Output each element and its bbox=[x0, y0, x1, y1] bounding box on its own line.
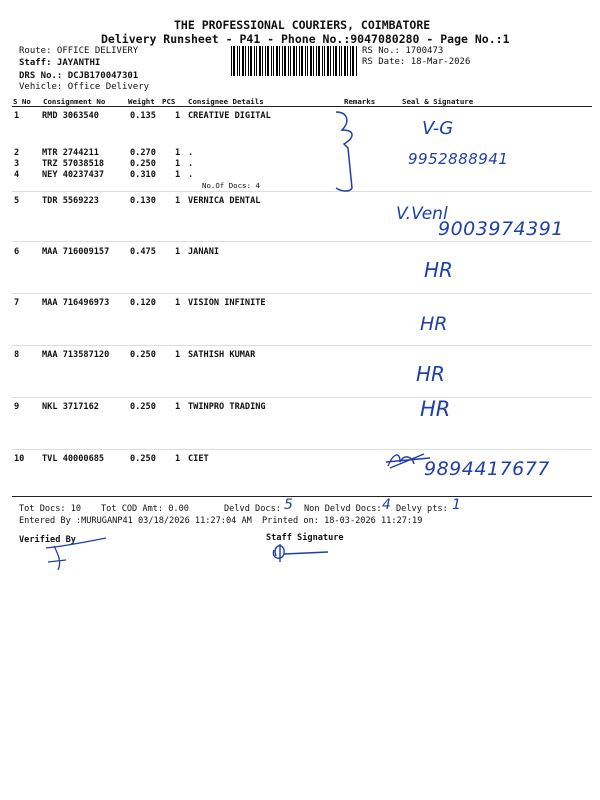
barcode-bar bbox=[305, 46, 306, 76]
footer-rule bbox=[12, 496, 592, 497]
barcode-bar bbox=[237, 46, 238, 76]
rs-date: RS Date: 18-Mar-2026 bbox=[362, 57, 471, 67]
barcode-bar bbox=[282, 46, 283, 76]
barcode-bar bbox=[307, 46, 308, 76]
barcode-bar bbox=[335, 46, 337, 76]
barcode-bar bbox=[313, 46, 314, 76]
entered-by: Entered By :MURUGANP41 03/18/2026 11:27:04 AM bbox=[19, 516, 252, 526]
phone-row5: 9003974391 bbox=[438, 218, 564, 240]
barcode-bar bbox=[330, 46, 331, 76]
barcode-bar bbox=[296, 46, 297, 76]
signature-row5: V.Venl bbox=[396, 204, 448, 224]
barcode-bar bbox=[265, 46, 266, 76]
vehicle: Vehicle: Office Delivery bbox=[19, 82, 150, 92]
col-remarks: Remarks bbox=[344, 97, 376, 106]
barcode-bar bbox=[290, 46, 291, 76]
barcode-bar bbox=[262, 46, 263, 76]
col-consignee: Consignee Details bbox=[188, 97, 264, 106]
drs-number: DRS No.: DCJB170047301 bbox=[19, 71, 139, 81]
group-note: No.Of Docs: 4 bbox=[202, 181, 260, 190]
barcode-bar bbox=[279, 46, 280, 76]
barcode-bar bbox=[316, 46, 317, 76]
col-sno: S No bbox=[13, 97, 31, 106]
col-seal: Seal & Signature bbox=[402, 97, 474, 106]
verified-signature bbox=[36, 536, 116, 576]
barcode-bar bbox=[248, 46, 249, 76]
barcode-bar bbox=[250, 46, 252, 76]
barcode-bar bbox=[293, 46, 295, 76]
barcode-bar bbox=[301, 46, 303, 76]
delivered-docs-label: Delvd Docs: bbox=[224, 504, 281, 514]
barcode-bar bbox=[256, 46, 257, 76]
barcode-bar bbox=[341, 46, 342, 76]
staff-signature-label: Staff Signature bbox=[266, 533, 344, 543]
barcode-bar bbox=[233, 46, 235, 76]
non-delivered-docs-label: Non Delvd Docs: bbox=[304, 504, 382, 514]
header-rule bbox=[12, 106, 592, 107]
printed-on: Printed on: 18-03-2026 11:27:19 bbox=[262, 516, 423, 526]
non-delivered-docs-count: 4 bbox=[382, 497, 391, 513]
col-weight: Weight bbox=[128, 97, 155, 106]
barcode-bar bbox=[239, 46, 240, 76]
rs-number: RS No.: 1700473 bbox=[362, 46, 444, 56]
barcode-bar bbox=[333, 46, 334, 76]
barcode-bar bbox=[310, 46, 312, 76]
barcode-bar bbox=[322, 46, 323, 76]
barcode-bar bbox=[271, 46, 272, 76]
signature-row6: HR bbox=[424, 258, 453, 282]
barcode-bar bbox=[347, 46, 348, 76]
phone-row10: 9894417677 bbox=[424, 458, 550, 480]
barcode-bar bbox=[318, 46, 320, 76]
barcode-bar bbox=[242, 46, 244, 76]
company-name: THE PROFESSIONAL COURIERS, COIMBATORE bbox=[174, 18, 431, 32]
row-divider bbox=[12, 191, 592, 192]
delivery-points-count: 1 bbox=[452, 497, 461, 513]
phone-row1: 9952888941 bbox=[408, 150, 509, 168]
barcode-bar bbox=[254, 46, 255, 76]
signature-row9: HR bbox=[420, 397, 451, 421]
barcode-bar bbox=[327, 46, 329, 76]
barcode-bar bbox=[267, 46, 269, 76]
staff-signature bbox=[268, 540, 338, 564]
barcode-bar bbox=[288, 46, 289, 76]
barcode-bar bbox=[284, 46, 286, 76]
barcode-bar bbox=[273, 46, 274, 76]
route: Route: OFFICE DELIVERY bbox=[19, 46, 139, 56]
staff: Staff: JAYANTHI bbox=[19, 58, 101, 68]
barcode-bar bbox=[344, 46, 346, 76]
total-cod: Tot COD Amt: 0.00 bbox=[101, 504, 189, 514]
row-divider bbox=[12, 397, 592, 398]
col-consignment: Consignment No bbox=[43, 97, 106, 106]
total-docs: Tot Docs: 10 bbox=[19, 504, 82, 514]
delivered-docs-count: 5 bbox=[284, 497, 293, 513]
barcode-bar bbox=[276, 46, 278, 76]
row-divider bbox=[12, 345, 592, 346]
barcode-bar bbox=[356, 46, 357, 76]
runsheet-title: Delivery Runsheet - P41 - Phone No.:9047080280 - Page No.:1 bbox=[101, 32, 510, 46]
barcode-bar bbox=[350, 46, 351, 76]
barcode-bar bbox=[352, 46, 354, 76]
barcode bbox=[231, 46, 359, 76]
signature-row8: HR bbox=[416, 362, 445, 386]
remarks-bracket bbox=[330, 108, 370, 194]
signature-row7: HR bbox=[420, 313, 448, 335]
barcode-bar bbox=[245, 46, 246, 76]
barcode-bar bbox=[339, 46, 340, 76]
barcode-bar bbox=[259, 46, 261, 76]
barcode-bar bbox=[324, 46, 325, 76]
delivery-points-label: Delvy pts: bbox=[396, 504, 448, 514]
signature-row1: V-G bbox=[422, 118, 454, 139]
row-divider bbox=[12, 293, 592, 294]
barcode-bar bbox=[231, 46, 232, 76]
row-divider bbox=[12, 449, 592, 450]
barcode-bar bbox=[299, 46, 300, 76]
verified-by-label: Verified By bbox=[19, 535, 76, 545]
row-divider bbox=[12, 241, 592, 242]
col-pcs: PCS bbox=[162, 97, 176, 106]
